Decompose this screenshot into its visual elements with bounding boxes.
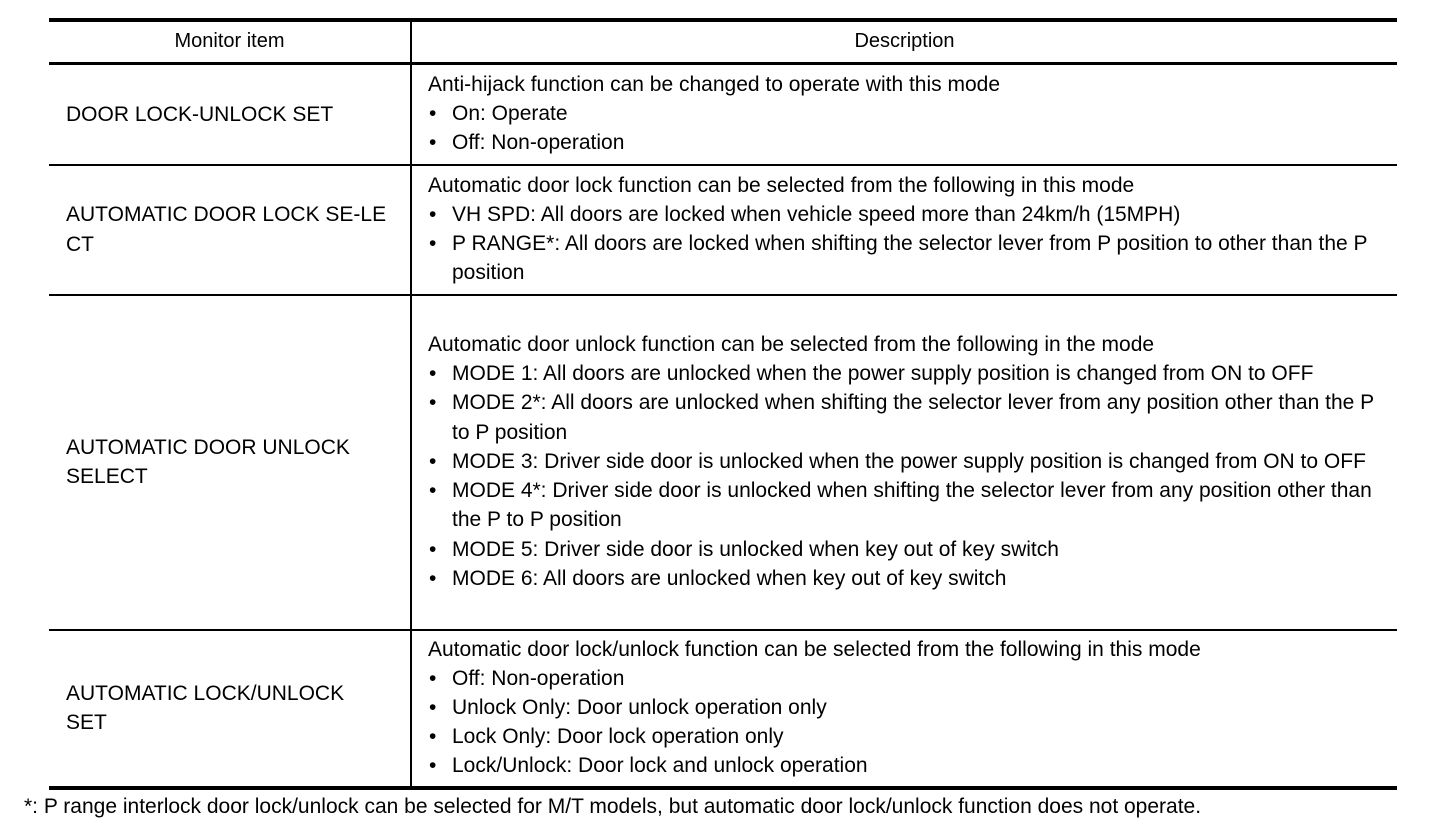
monitor-item-description (411, 295, 1397, 630)
monitor-item-name (49, 295, 411, 630)
option-text: MODE 5: Driver side door is unlocked when key out of key switch (452, 537, 1059, 561)
description-intro: Automatic door lock function can be selected from the following in this mode (428, 173, 1135, 197)
bullet-icon: • (429, 391, 437, 415)
table-row (49, 295, 1397, 630)
option-text: MODE 6: All doors are unlocked when key out of key switch (452, 566, 1007, 590)
bullet-icon: • (429, 566, 437, 590)
monitor-item-name (49, 165, 411, 295)
monitor-item-name-text: AUTOMATIC DOOR UNLOCK SELECT (66, 435, 350, 488)
bullet-icon: • (429, 725, 437, 749)
list-item (428, 751, 1387, 780)
footnote: *: P range interlock door lock/unlock can be selected for M/T models, but automatic door lock/unlock function does not operate. (24, 795, 1202, 818)
list-item (428, 128, 1387, 157)
monitor-item-table (49, 18, 1397, 790)
option-list (428, 200, 1387, 288)
option-text: MODE 2*: All doors are unlocked when shifting the selector lever from any position other than the P to P position (452, 391, 1374, 444)
bullet-icon: • (429, 202, 437, 226)
table-header-row (49, 20, 1397, 64)
header-monitor-item: Monitor item (49, 20, 411, 64)
list-item (428, 388, 1387, 446)
option-list (428, 664, 1387, 781)
list-item (428, 535, 1387, 564)
option-list (428, 99, 1387, 157)
header-description: Description (854, 30, 955, 53)
monitor-item-name-text: AUTOMATIC LOCK/UNLOCK SET (66, 681, 345, 734)
monitor-item-description (411, 64, 1397, 165)
bullet-icon: • (429, 131, 437, 155)
monitor-item-name: DOOR LOCK-UNLOCK SET (49, 64, 411, 165)
option-text: MODE 1: All doors are unlocked when the power supply position is changed from ON to OFF (452, 362, 1314, 386)
option-list (428, 359, 1387, 593)
monitor-item-name (49, 630, 411, 788)
bullet-icon: • (429, 754, 437, 778)
table-row (49, 165, 1397, 295)
list-item (428, 693, 1387, 722)
option-text: VH SPD: All doors are locked when vehicle speed more than 24km/h (15MPH) (452, 202, 1181, 226)
list-item (428, 564, 1387, 593)
monitor-item-table-container (49, 18, 1397, 790)
option-text: On: Operate (452, 102, 568, 126)
list-item (428, 359, 1387, 388)
bullet-icon: • (429, 666, 437, 690)
description-intro: Automatic door lock/unlock function can be selected from the following in this mode (428, 637, 1201, 661)
option-text: Off: Non-operation (452, 131, 625, 155)
option-text: Lock Only: Door lock operation only (452, 725, 784, 749)
table-row (49, 64, 1397, 165)
list-item (428, 200, 1387, 229)
option-text: P RANGE*: All doors are locked when shifting the selector lever from P position to other than the P position (452, 232, 1368, 285)
list-item (428, 476, 1387, 534)
option-text: Lock/Unlock: Door lock and unlock operation (452, 754, 868, 778)
bullet-icon: • (429, 449, 437, 473)
option-text: MODE 4*: Driver side door is unlocked when shifting the selector lever from any position other than the P to P position (452, 479, 1372, 532)
list-item (428, 447, 1387, 476)
bullet-icon: • (429, 479, 437, 503)
list-item (428, 664, 1387, 693)
monitor-item-description (411, 630, 1397, 788)
monitor-item-description (411, 165, 1397, 295)
option-text: Unlock Only: Door unlock operation only (452, 695, 827, 719)
bullet-icon: • (429, 362, 437, 386)
bullet-icon: • (429, 232, 437, 255)
bullet-icon: • (429, 102, 437, 126)
list-item (428, 99, 1387, 128)
description-intro: Automatic door unlock function can be selected from the following in the mode (428, 333, 1155, 357)
table-row (49, 630, 1397, 788)
option-text: MODE 3: Driver side door is unlocked when the power supply position is changed from ON to OFF (452, 449, 1366, 473)
bullet-icon: • (429, 537, 437, 561)
option-text: Off: Non-operation (452, 666, 625, 690)
description-intro: Anti-hijack function can be changed to operate with this mode (428, 72, 1001, 96)
bullet-icon: • (429, 695, 437, 719)
list-item (428, 229, 1387, 287)
monitor-item-name-text: AUTOMATIC DOOR LOCK SE-LECT (66, 203, 387, 256)
list-item (428, 722, 1387, 751)
